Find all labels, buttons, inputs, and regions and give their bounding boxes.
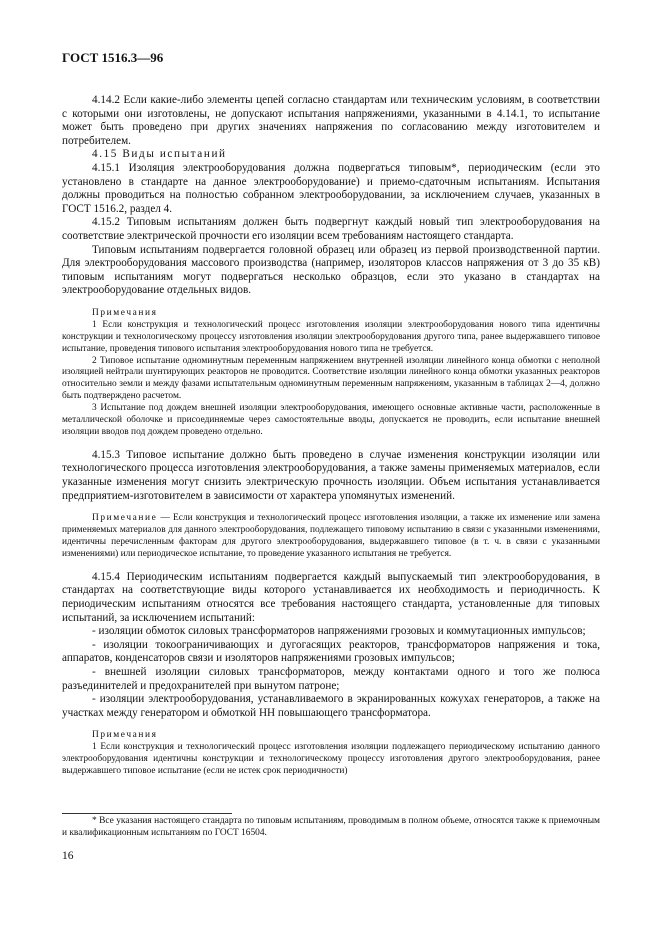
note-label: Примечание bbox=[92, 513, 158, 524]
clause-4-15-2: 4.15.2 Типовым испытаниям должен быть подвергнут каждый новый тип электрооборудования на соответствие электрической прочности его изоляции всем требованиям настоящего стандарта. bbox=[62, 216, 600, 242]
page-number: 16 bbox=[62, 850, 74, 862]
clause-4-15-heading: 4.15 Виды испытаний bbox=[92, 148, 227, 161]
footnote-divider bbox=[62, 813, 232, 814]
document-body bbox=[62, 94, 600, 778]
note-item: 3 Испытание под дождем внешней изоляции электрооборудования, имеющего основные активные части, расположенные в металлической оболочке и присоединяемые через самостоятельные вводы, допускается не проводить, если испытание внешней изоляции вводов под дождем проведено отдельно. bbox=[62, 403, 600, 437]
list-item: - изоляции электрооборудования, устанавливаемого в экранированных кожухах генераторов, а также на участках между генератором и обмоткой НН повышающего трансформатора. bbox=[62, 693, 600, 719]
note-item: 1 Если конструкция и технологический процесс изготовления изоляции подлежащего периодическому испытанию данного электрооборудования идентичны конструкции и технологическому процессу изготовления другого электрооборудования, ранее выдержавшего типовое испытание (если не истек срок периодичности) bbox=[62, 742, 600, 777]
clause-4-15-3: 4.15.3 Типовое испытание должно быть проведено в случае изменения конструкции изоляции или технологического процесса изготовления электрооборудования, а также замены применяемых материалов, если указанные изменения могут снизить электрическую прочность изоляции. Объем испытания устанавливается предприятием-изготовителем в зависимости от характера упомянутых изменений. bbox=[62, 448, 600, 502]
clause-4-15-1: 4.15.1 Изоляция электрооборудования должна подвергаться типовым*, периодическим (если это установлено в стандарте на данное электрооборудование) и приемо-сдаточным испытаниям. Испытания должны проводиться на полностью собранном электрооборудовании, за исключением случаев, указанных в ГОСТ 1516.2, раздел 4. bbox=[62, 161, 600, 215]
notes-heading: Примечания bbox=[92, 307, 158, 318]
footnote bbox=[62, 816, 600, 840]
list-item: - изоляции токоограничивающих и дугогасящих реакторов, трансформаторов напряжения и тока, аппаратов, конденсаторов связи и изоляторов напряжениями грозовых импульсов; bbox=[62, 638, 600, 665]
note-item: 2 Типовое испытание одноминутным переменным напряжением внутренней изоляции линейного конца обмотки с неполной изоляцией нейтрали шунтирующих реакторов не проводится. Соответствие изоляции линейного конца обмотки указанных реакторов относительно земли и между фазами испытательным одноминутным переменным напряжениям, указанным в таблицах 2—4, должно быть подтверждено расчетом. bbox=[62, 355, 600, 402]
clause-4-14-2: 4.14.2 Если какие-либо элементы цепей согласно стандартам или техническим условиям, в соответствии с которыми они изготовлены, не допускают испытания напряжениями, указанными в 4.14.1, то испытание может быть проведено при других значениях напряжения по согласованию между изготовителем и потребителем. bbox=[62, 94, 600, 147]
note-paragraph bbox=[62, 513, 600, 561]
clause-4-15-2-continued: Типовым испытаниям подвергается головной образец или образец из первой производственной партии. Для электрооборудования массового производства (например, изоляторов классов напряжения от 3 до 35 кВ) типовым испытаниям могут подвергаться несколько образцов, если это указано в стандартах на электрооборудование отдельных видов. bbox=[62, 243, 600, 297]
notes-block-3 bbox=[62, 730, 600, 778]
note-text: — Если конструкция и технологический процесс изготовления изоляции, а также их изменение или замена применяемых материалов для данного электрооборудования, подлежащего типовому испытанию в связи с указанными изменениями, идентичны перечисленным факторам для другого электрооборудования, выдержавшего типовое (в т. ч. в связи с указанными изменениями) или периодическое испытание, то проведение указанного испытания не требуется. bbox=[62, 513, 600, 559]
clause-4-15-4: 4.15.4 Периодическим испытаниям подвергается каждый выпускаемый тип электрооборудования, в стандартах на соответствующие виды которого устанавливается их необходимость и периодичность. К периодическим испытаниям относятся все требования настоящего стандарта, установленные для типовых испытаний, за исключением испытаний: bbox=[62, 570, 600, 624]
list-item: - изоляции обмоток силовых трансформаторов напряжениями грозовых и коммутационных импульсов; bbox=[92, 625, 586, 638]
list-item: - внешней изоляции силовых трансформаторов, между контактами одного и того же полюса разъединителей и предохранителей при вынутом патроне; bbox=[62, 666, 600, 692]
notes-block-1 bbox=[62, 308, 600, 439]
footnote-text: * Все указания настоящего стандарта по типовым испытаниям, проводимым в полном объеме, относятся также к приемочным и квалификационным испытаниям по ГОСТ 16504. bbox=[62, 816, 600, 838]
notes-heading: Примечания bbox=[92, 730, 158, 741]
note-item: 1 Если конструкция и технологический процесс изготовления изоляции электрооборудования нового типа идентичны конструкции и технологическому процессу изготовления изоляции электрооборудования другого типа, ранее выдержавшего типовое испытание, проведения типового испытания электрооборудования нового типа не требуется. bbox=[62, 319, 600, 354]
document-header: ГОСТ 1516.3—96 bbox=[62, 50, 164, 65]
note-block-2 bbox=[62, 513, 600, 561]
